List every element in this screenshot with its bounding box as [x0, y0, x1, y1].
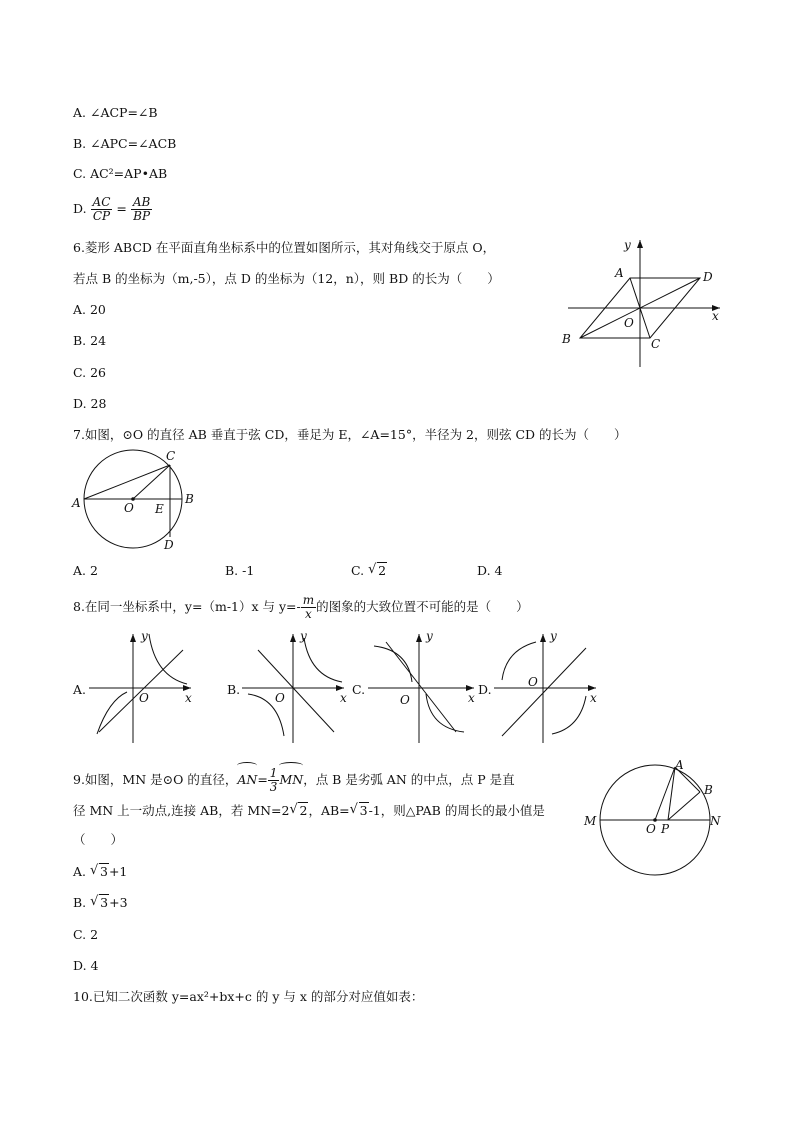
- y-axis-label: y: [550, 629, 557, 643]
- q9-option-d: D. 4: [73, 958, 99, 973]
- equals-sign: =: [116, 201, 127, 216]
- q9-stem-line1: 9.如图，MN 是⊙O 的直径，AN= $\frac{1}{3}$ MN，点 B 是劣弧 AN 的中点，点 P 是直: [73, 762, 515, 795]
- label-b: B: [562, 332, 571, 346]
- fraction-one-third: $\frac{1}{3}$: [269, 766, 278, 794]
- q6-rhombus-figure: [560, 235, 730, 375]
- q8-label-a: A.: [73, 682, 87, 697]
- label-n: N: [710, 814, 721, 828]
- label-e: E: [155, 502, 164, 516]
- sqrt-symbol: √ 2: [368, 563, 387, 579]
- label-origin: O: [624, 316, 634, 330]
- q5-option-a: A. ∠ACP=∠B: [73, 105, 158, 120]
- sqrt-symbol: √ 3: [90, 895, 109, 911]
- y-axis-label: y: [141, 629, 148, 643]
- arc-mn: MN: [279, 762, 303, 795]
- q10-stem: 10.已知二次函数 y=ax²+bx+c 的 y 与 x 的部分对应值如表：: [73, 989, 424, 1004]
- q9-circle-figure: [580, 755, 725, 880]
- label-d: D: [703, 270, 713, 284]
- q6-option-b: B. 24: [73, 333, 107, 348]
- q8-label-c: C.: [352, 682, 366, 697]
- label-b: B: [185, 492, 194, 506]
- q5-option-c: C. AC²=AP•AB: [73, 166, 168, 181]
- q8-graph-d: [490, 628, 605, 746]
- fraction-m-x: $\frac{m}{x}$: [302, 593, 315, 621]
- x-axis-label: x: [185, 691, 192, 705]
- q9-option-a: A. √ 3+1: [73, 864, 127, 880]
- q9-stem-line3: （ ）: [73, 832, 124, 847]
- sqrt-symbol: √ 3: [90, 864, 109, 880]
- origin-label: O: [139, 691, 149, 705]
- x-axis-label: x: [468, 691, 475, 705]
- label-m: M: [584, 814, 597, 828]
- label-c: C: [651, 337, 661, 351]
- fraction-ab-bp: $\frac{AB}{BP}$: [132, 195, 151, 223]
- q6-stem-line2: 若点 B 的坐标为（m,-5），点 D 的坐标为（12，n），则 BD 的长为（ ）: [73, 271, 500, 286]
- label-c: C: [166, 449, 176, 463]
- q7-option-d: D. 4: [477, 563, 503, 578]
- label-x-axis: x: [712, 309, 719, 323]
- q5-option-b: B. ∠APC=∠ACB: [73, 136, 177, 151]
- q8-graph-b: [238, 628, 353, 746]
- q6-stem-line1: 6.菱形 ABCD 在平面直角坐标系中的位置如图所示，其对角线交于原点 O，: [73, 240, 496, 255]
- label-a: A: [72, 496, 81, 510]
- q9-option-b: B. √ 3+3: [73, 895, 128, 911]
- origin-label: O: [275, 691, 285, 705]
- q5-option-d: [73, 193, 152, 225]
- q6-option-a: A. 20: [73, 302, 106, 317]
- label-o: O: [646, 822, 656, 836]
- origin-label: O: [528, 675, 538, 689]
- label-a: A: [615, 266, 624, 280]
- q8-graph-a: [85, 628, 200, 746]
- y-axis-label: y: [300, 629, 307, 643]
- x-axis-label: x: [340, 691, 347, 705]
- q7-stem: 7.如图，⊙O 的直径 AB 垂直于弦 CD，垂足为 E，∠A=15°，半径为 2，则弦 CD 的长为（ ）: [73, 427, 627, 442]
- label-a: A: [675, 758, 684, 772]
- label-b: B: [704, 783, 713, 797]
- label-p: P: [661, 822, 670, 836]
- q9-option-c: C. 2: [73, 927, 99, 942]
- q7-option-c: C. √ 2: [351, 563, 387, 579]
- q7-option-a: A. 2: [73, 563, 98, 578]
- y-axis-label: y: [426, 629, 433, 643]
- fraction-ac-cp: $\frac{AC}{CP}$: [92, 195, 111, 223]
- label-d: D: [164, 538, 174, 552]
- arc-an: AN: [237, 762, 257, 795]
- q8-stem: 8.在同一坐标系中，y=（m-1）x 与 y=- $\frac{m}{x}$ 的图象的大致位置不可能的是（ ）: [73, 593, 529, 621]
- label-y-axis: y: [624, 238, 631, 252]
- q8-label-b: B.: [227, 682, 241, 697]
- option-label: D.: [73, 201, 87, 216]
- q6-option-d: D. 28: [73, 396, 107, 411]
- origin-label: O: [400, 693, 410, 707]
- q7-circle-figure: [70, 445, 210, 560]
- sqrt-symbol: √ 2: [289, 803, 308, 819]
- q8-label-d: D.: [478, 682, 492, 697]
- q6-option-c: C. 26: [73, 365, 106, 380]
- q7-option-b: B. -1: [225, 563, 255, 578]
- q8-graph-c: [364, 628, 479, 746]
- x-axis-label: x: [590, 691, 597, 705]
- label-o: O: [124, 501, 134, 515]
- q9-stem-line2: 径 MN 上一动点,连接 AB，若 MN=2√ 2，AB=√ 3-1，则△PAB 的周长的最小值是: [73, 803, 545, 819]
- sqrt-symbol: √ 3: [350, 803, 369, 819]
